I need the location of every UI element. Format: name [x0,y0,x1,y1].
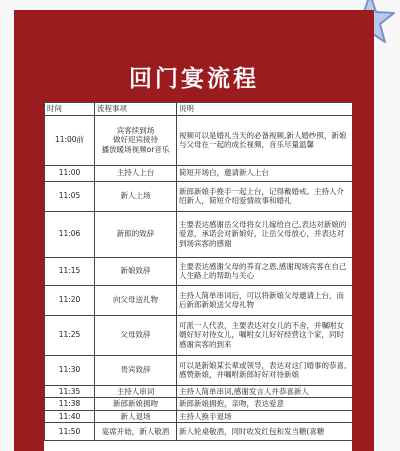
cell-time: 11:00前 [45,115,95,165]
cell-item: 新郎的致辞 [95,211,177,257]
table-row [45,355,353,385]
schedule-table [44,102,352,441]
cell-desc: 新郎新娘拥抱，亲吻，表达爱意 [177,398,353,411]
poster [14,10,374,451]
table-row [45,385,353,398]
table-row [45,257,353,285]
cell-desc: 视频可以是婚礼当天的必备视频,新人婚纱照，新娘与父母在一起的成长视频，音乐尽量温馨 [177,115,353,165]
cell-time: 11:06 [45,211,95,257]
cell-item: 新郎新娘拥吻 [95,398,177,411]
cell-item: 主持人串词 [95,385,177,398]
cell-desc: 新郎新娘手挽手一起上台，记得戴婚戒。主持人介绍新人，简短介绍爱情故事和婚礼 [177,181,353,211]
table-row [45,165,353,181]
schedule-sheet [44,102,352,451]
cell-desc: 主要表达感谢父母的养育之恩,感谢现场宾客在自己人生路上的帮助与关心 [177,257,353,285]
cell-item: 宴席开始，新人敬酒 [95,423,177,441]
table-row [45,315,353,355]
cell-item: 新人上场 [95,181,177,211]
table-body [45,115,353,441]
cell-desc: 简短开场白，邀请新人上台 [177,165,353,181]
cell-time: 11:30 [45,355,95,385]
cell-item: 新娘致辞 [95,257,177,285]
cell-item: 主持人上台 [95,165,177,181]
table-row [45,410,353,423]
cell-time: 11:25 [45,315,95,355]
table-row [45,115,353,165]
cell-desc: 主要表达感谢岳父母将女儿嫁给自己,表达对新娘的爱意，承诺会对新娘好，让岳父母放心，并表达对到场宾客的感谢 [177,211,353,257]
table-row [45,181,353,211]
cell-item: 宾客续到场 做好迎宾接待 播放暖场视频or音乐 [95,115,177,165]
cell-time: 11:00 [45,165,95,181]
cell-time: 11:40 [45,410,95,423]
cell-time: 11:15 [45,257,95,285]
cell-item: 父母致辞 [95,315,177,355]
cell-desc: 主持人简单串词,感谢发言人并恭喜新人 [177,385,353,398]
cell-time: 11:35 [45,385,95,398]
table-header-row [45,103,353,116]
cell-time: 11:50 [45,423,95,441]
cell-time: 11:20 [45,285,95,315]
header-item: 流程事项 [95,103,177,116]
header-time: 时间 [45,103,95,116]
cell-item: 新人退场 [95,410,177,423]
cell-item: 向父母送礼物 [95,285,177,315]
table-row [45,423,353,441]
header-desc: 说明 [177,103,353,116]
cell-time: 11:05 [45,181,95,211]
table-row [45,398,353,411]
cell-desc: 新人轮桌敬酒，同时收发红包和发当糖(喜糖 [177,423,353,441]
page-title: 回门宴流程 [129,65,259,92]
cell-desc: 主持人换手退场 [177,410,353,423]
table-row [45,285,353,315]
cell-desc: 可以是新娘某长辈或领导，表达对这门婚事的恭喜,感赞新娘，并嘱咐新郎好好对待新娘 [177,355,353,385]
cell-desc: 可派一人代表，主要表达对女儿的不舍，并嘱咐女婿好好对待女儿，嘱咐女儿好好经营这个家，同时感谢宾客的到来 [177,315,353,355]
cell-desc: 主持人简单串词后，可以将新娘父母邀请上台，而后新郎新娘送父母礼物 [177,285,353,315]
cell-time: 11:38 [45,398,95,411]
table-row [45,211,353,257]
cell-item: 贵宾致辞 [95,355,177,385]
